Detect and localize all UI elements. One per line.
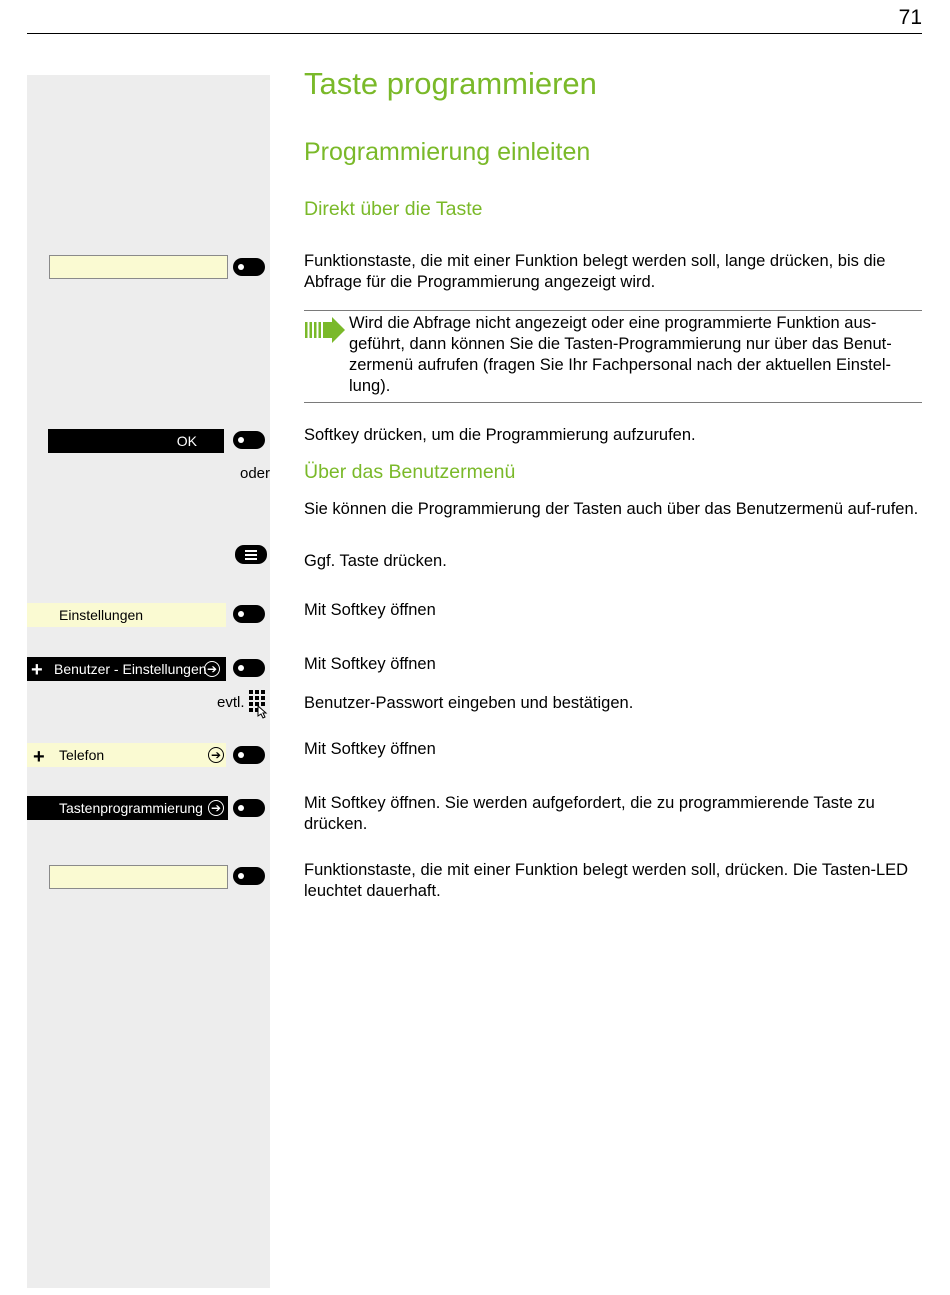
softkey-icon[interactable]	[233, 258, 265, 276]
note-bottom-rule	[304, 402, 922, 403]
softkey-icon[interactable]	[233, 799, 265, 817]
softkey-icon[interactable]	[233, 605, 265, 623]
function-key-display	[49, 865, 228, 889]
arrow-circle-icon: ➔	[208, 747, 224, 763]
ok-softkey-display[interactable]: OK	[48, 429, 224, 453]
tastenprogrammierung-label: Tastenprogrammierung	[59, 800, 203, 816]
einstellungen-menu-item[interactable]: Einstellungen	[27, 603, 226, 627]
softkey-icon[interactable]	[233, 867, 265, 885]
softkey-icon[interactable]	[233, 746, 265, 764]
step-password-text: Benutzer-Passwort eingeben und bestätigen.	[304, 694, 634, 712]
step-open-3-text: Mit Softkey öffnen	[304, 740, 436, 758]
softkey-icon[interactable]	[233, 659, 265, 677]
keypad-icon[interactable]	[248, 689, 268, 719]
menu-intro-text: Sie können die Programmierung der Tasten auch über das Benutzermenü auf-rufen.	[304, 500, 919, 518]
section-heading: Programmierung einleiten	[304, 138, 591, 166]
tastenprogrammierung-menu-item[interactable]	[27, 796, 228, 820]
telefon-menu-item[interactable]	[27, 743, 226, 767]
telefon-label: Telefon	[59, 747, 105, 763]
note-text: Wird die Abfrage nicht angezeigt oder eine programmierte Funktion aus-geführt, dann können Sie die Tasten-Programmierung nur über das Benut-zermenü aufrufen (fragen Sie Ihr Fachpersonal nach der aktuellen Einstel-lung).	[349, 314, 892, 395]
plus-icon: +	[33, 746, 45, 768]
step-press-key-text: Ggf. Taste drücken.	[304, 552, 447, 570]
arrow-circle-icon: ➔	[208, 800, 224, 816]
top-rule	[27, 33, 922, 34]
note-arrow-icon	[304, 317, 346, 343]
subsection-heading-direct: Direkt über die Taste	[304, 198, 483, 220]
oder-label: oder	[240, 465, 271, 482]
note-top-rule	[304, 310, 922, 311]
benutzer-einstellungen-menu-item[interactable]	[27, 657, 226, 681]
page-title: Taste programmieren	[304, 66, 597, 101]
softkey-icon[interactable]	[233, 431, 265, 449]
evtl-label: evtl.	[217, 694, 245, 711]
page-number: 71	[898, 6, 922, 29]
subsection-heading-menu: Über das Benutzermenü	[304, 461, 516, 483]
menu-key-icon[interactable]	[235, 545, 267, 564]
step-open-4-text: Mit Softkey öffnen. Sie werden aufgefordert, die zu programmierende Taste zu drücken.	[304, 794, 875, 833]
plus-icon: +	[31, 659, 43, 681]
step-final-text: Funktionstaste, die mit einer Funktion belegt werden soll, drücken. Die Tasten-LED leuchtet dauerhaft.	[304, 861, 909, 900]
step-long-press-text: Funktionstaste, die mit einer Funktion belegt werden soll, lange drücken, bis die Abfrage für die Programmierung angezeigt wird.	[304, 252, 886, 291]
step-open-2-text: Mit Softkey öffnen	[304, 655, 436, 673]
function-key-display	[49, 255, 228, 279]
benutzer-einstellungen-label: Benutzer - Einstellungen	[54, 661, 207, 677]
step-softkey-text: Softkey drücken, um die Programmierung aufzurufen.	[304, 426, 696, 444]
step-open-1-text: Mit Softkey öffnen	[304, 601, 436, 619]
arrow-circle-icon: ➔	[204, 661, 220, 677]
